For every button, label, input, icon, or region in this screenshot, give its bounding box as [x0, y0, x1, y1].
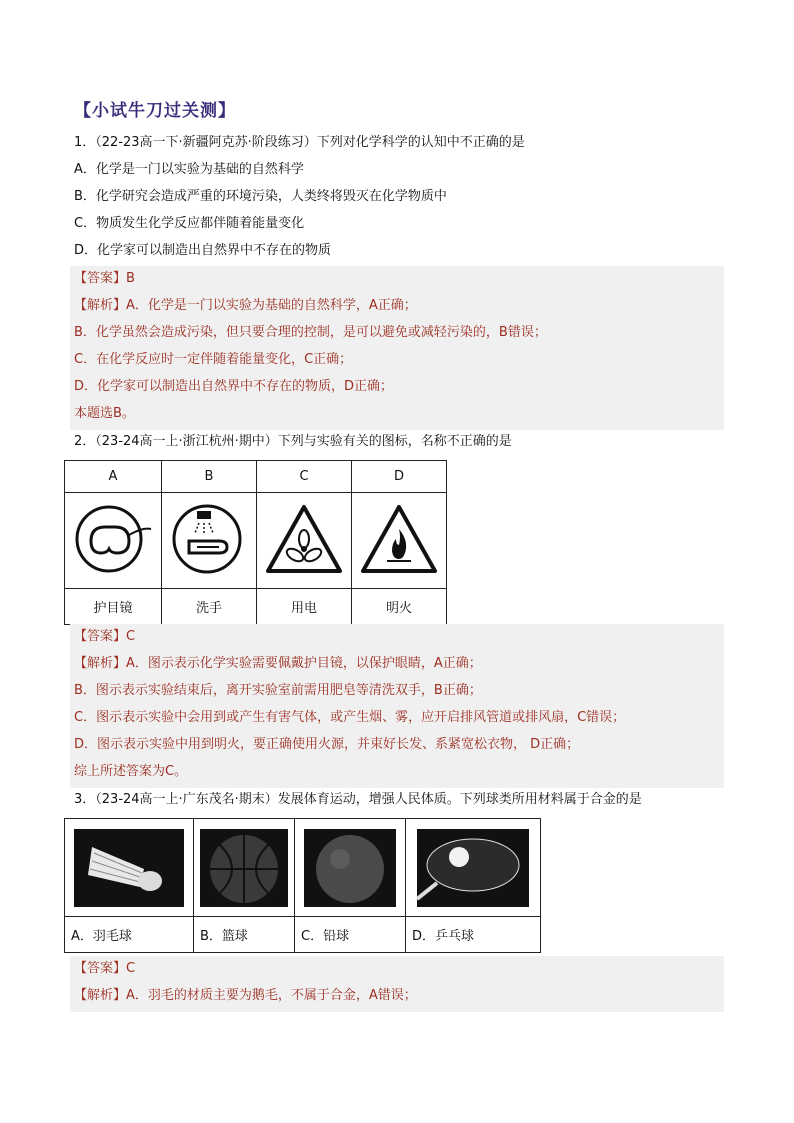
- q3-label-c: C．铅球: [295, 917, 406, 953]
- q2-label-b: 洗手: [162, 589, 257, 625]
- basketball-image: [194, 819, 295, 917]
- q1-stem: 1．（22-23高一下·新疆阿克苏·阶段练习）下列对化学科学的认知中不正确的是: [74, 135, 525, 150]
- q2-header-a: A: [65, 461, 162, 493]
- q2-analysis-line: B．图示表示实验结束后，离开实验室前需用肥皂等清洗双手，B正确；: [74, 683, 482, 698]
- q1-analysis-line: B．化学虽然会造成污染，但只要合理的控制，是可以避免或减轻污染的，B错误；: [74, 325, 547, 340]
- q1-option-d: D．化学家可以制造出自然界中不存在的物质: [74, 243, 332, 258]
- q3-ball-table: [64, 818, 541, 953]
- q2-header-d: D: [352, 461, 447, 493]
- q2-stem: 2．（23-24高一上·浙江杭州·期中）下列与实验有关的图标，名称不正确的是: [74, 434, 512, 449]
- q2-answer: 【答案】C: [74, 629, 136, 644]
- q1-option-c: C．物质发生化学反应都伴随着能量变化: [74, 216, 305, 231]
- q1-analysis-line: 本题选B。: [74, 406, 135, 421]
- open-flame-icon: [352, 493, 447, 589]
- goggles-icon: [65, 493, 162, 589]
- section-title: 【小试牛刀过关测】: [74, 101, 236, 121]
- q1-analysis-line: 【解析】A．化学是一门以实验为基础的自然科学，A正确；: [74, 298, 417, 313]
- ping-pong-image: [406, 819, 541, 917]
- q1-answer: 【答案】B: [74, 271, 135, 286]
- q2-label-a: 护目镜: [65, 589, 162, 625]
- q3-stem: 3．（23-24高一上·广东茂名·期末）发展体育运动，增强人民体质。下列球类所用材料属于合金的是: [74, 792, 642, 807]
- q2-analysis-line: 【解析】A．图示表示化学实验需要佩戴护目镜，以保护眼睛，A正确；: [74, 656, 482, 671]
- q1-answer-block: [70, 266, 724, 430]
- q3-label-b: B．篮球: [194, 917, 295, 953]
- q2-header-c: C: [257, 461, 352, 493]
- q3-analysis-line: 【解析】A．羽毛的材质主要为鹅毛，不属于合金，A错误；: [74, 988, 417, 1003]
- q2-header-b: B: [162, 461, 257, 493]
- q2-analysis-line: 综上所述答案为C。: [74, 764, 188, 779]
- q2-label-d: 明火: [352, 589, 447, 625]
- q1-option-a: A．化学是一门以实验为基础的自然科学: [74, 162, 304, 177]
- q2-analysis-line: C．图示表示实验中会用到或产生有害气体，或产生烟、雾，应开启排风管道或排风扇，C错误；: [74, 710, 626, 725]
- badminton-image: [65, 819, 194, 917]
- q1-analysis-line: C．在化学反应时一定伴随着能量变化，C正确；: [74, 352, 353, 367]
- q2-icon-table: [64, 460, 447, 625]
- q1-option-b: B．化学研究会造成严重的环境污染，人类终将毁灭在化学物质中: [74, 189, 447, 204]
- shot-put-image: [295, 819, 406, 917]
- q3-label-a: A．羽毛球: [65, 917, 194, 953]
- q1-analysis-line: D．化学家可以制造出自然界中不存在的物质，D正确；: [74, 379, 394, 394]
- q2-label-c: 用电: [257, 589, 352, 625]
- electric-fan-icon: [257, 493, 352, 589]
- hand-wash-icon: [162, 493, 257, 589]
- q3-label-d: D．乒乓球: [406, 917, 541, 953]
- q2-analysis-line: D．图示表示实验中用到明火，要正确使用火源，并束好长发、系紧宽松衣物， D正确；: [74, 737, 580, 752]
- q3-answer: 【答案】C: [74, 961, 136, 976]
